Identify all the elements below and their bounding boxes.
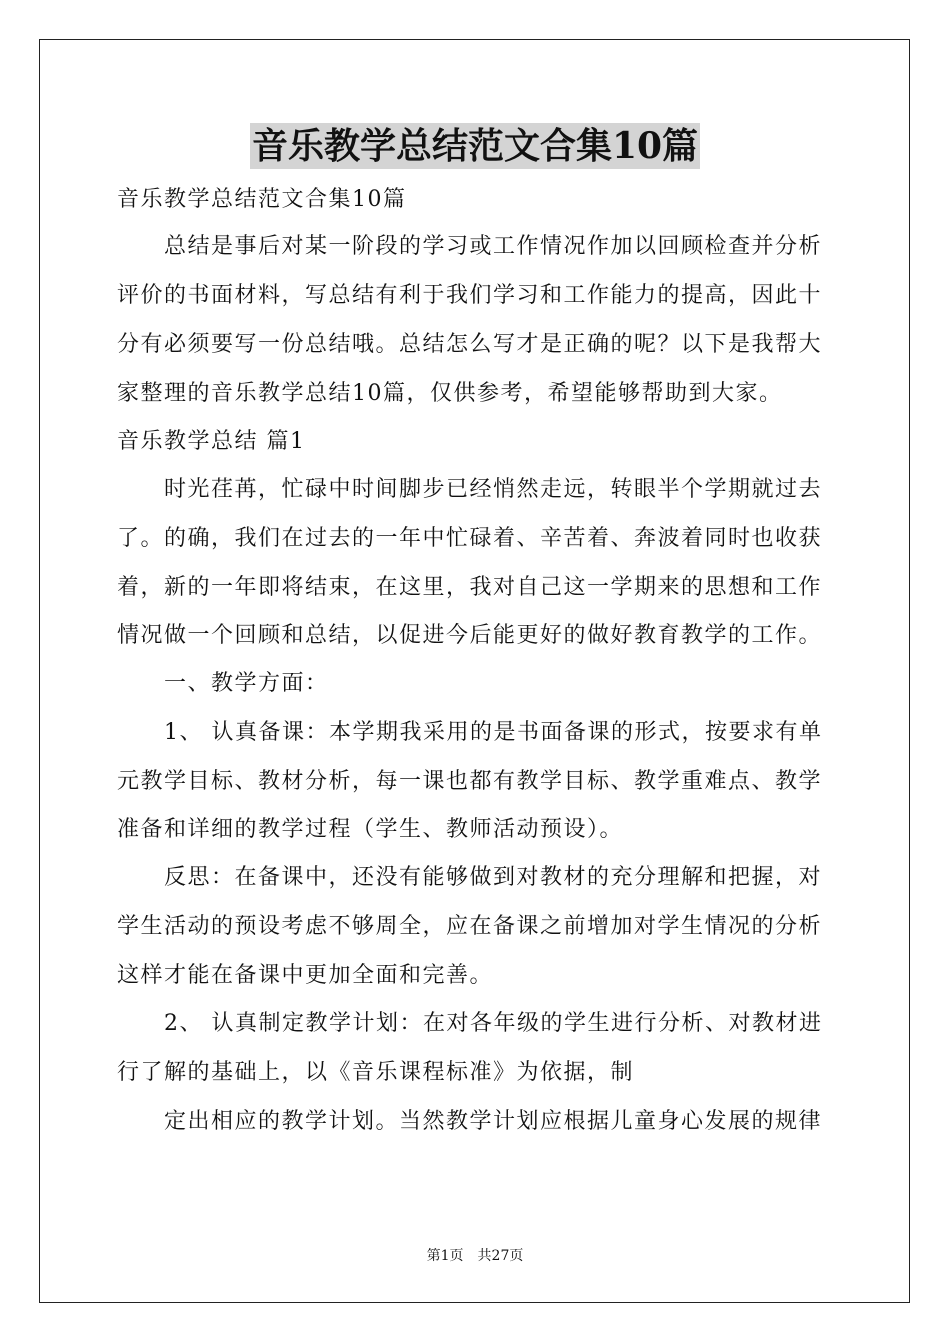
text-line: 音乐教学总结 篇1 (117, 429, 306, 454)
title-container (0, 123, 950, 169)
text-line: 总结是事后对某一阶段的学习或工作情况作加以回顾检查并分析 (164, 234, 823, 259)
text-line: 着，新的一年即将结束，在这里，我对自己这一学期来的思想和工作 (117, 575, 823, 600)
text-line: 分有必须要写一份总结哦。总结怎么写才是正确的呢？以下是我帮大 (117, 332, 823, 357)
text-line: 准备和详细的教学过程（学生、教师活动预设）。 (117, 817, 624, 842)
document-title: 音乐教学总结范文合集10篇 (251, 125, 699, 167)
text-line: 1、 认真备课：本学期我采用的是书面备课的形式，按要求有单 (164, 720, 823, 745)
text-line: 反思：在备课中，还没有能够做到对教材的充分理解和把握，对 (164, 865, 823, 890)
text-line: 音乐教学总结范文合集10篇 (117, 187, 407, 212)
text-line: 元教学目标、教材分析，每一课也都有教学目标、教学重难点、教学 (117, 769, 823, 794)
text-line: 定出相应的教学计划。当然教学计划应根据儿童身心发展的规律 (164, 1109, 823, 1134)
text-line: 了。的确，我们在过去的一年中忙碌着、辛苦着、奔波着同时也收获 (117, 526, 823, 551)
text-line: 一、教学方面： (164, 671, 329, 696)
text-line: 这样才能在备课中更加全面和完善。 (117, 963, 494, 988)
text-line: 行了解的基础上，以《音乐课程标准》为依据，制 (117, 1060, 635, 1085)
text-line: 时光荏苒，忙碌中时间脚步已经悄然走远，转眼半个学期就过去 (164, 477, 823, 502)
text-line: 学生活动的预设考虑不够周全，应在备课之前增加对学生情况的分析 (117, 914, 823, 939)
page-footer: 第1页 共27页 (426, 1248, 524, 1264)
text-line: 评价的书面材料，写总结有利于我们学习和工作能力的提高，因此十 (117, 283, 823, 308)
text-line: 2、 认真制定教学计划：在对各年级的学生进行分析、对教材进 (164, 1011, 823, 1036)
text-line: 情况做一个回顾和总结，以促进今后能更好的做好教育教学的工作。 (117, 623, 823, 648)
text-line: 家整理的音乐教学总结10篇，仅供参考，希望能够帮助到大家。 (117, 381, 783, 406)
